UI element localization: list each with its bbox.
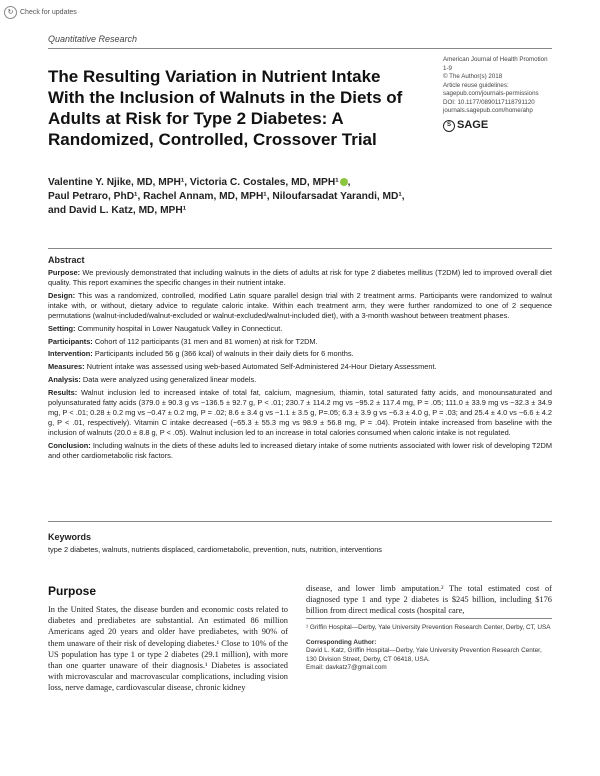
keywords-heading: Keywords	[48, 532, 92, 542]
journal-name: American Journal of Health Promotion	[443, 56, 548, 63]
abstract-setting: Setting: Community hospital in Lower Naugatuck Valley in Connecticut.	[48, 324, 283, 334]
body-text-left: In the United States, the disease burden and economic costs related to diabetes and prediabetes are substantial. An estimated 86 million Americans aged 20 years and older have prediabetes, with 90% of them unaware of their risk of developing diabetes.¹ Close to 10% of the US population has type 1 or type 2 diabetes (29.1 million), with more than one quarter unaware of their diagnosis.¹ Diabetes is associated with microvascular and macrovascular complications, including vision loss, nerve damage, cardiovascular disease, chronic kidney	[48, 605, 288, 693]
body-text-right: disease, and lower limb amputation.² The total estimated cost of diagnosed type 1 and type 2 diabetes is $245 billion, including $176 billion from direct medical costs (hospital care,	[306, 584, 552, 616]
abstract	[48, 248, 552, 522]
page-range: 1-9	[443, 64, 452, 72]
journal-link[interactable]: journals.sagepub.com/home/ahp	[443, 107, 533, 114]
journal-meta	[443, 56, 573, 132]
reuse-label: Article reuse guidelines:	[443, 81, 509, 89]
abstract-heading: Abstract	[48, 255, 85, 265]
abstract-analysis: Analysis: Data were analyzed using generalized linear models.	[48, 374, 257, 384]
affiliation-note: ¹ Griffin Hospital—Derby, Yale University Prevention Research Center, Derby, CT, USA	[306, 624, 551, 631]
author-line-2: Paul Petraro, PhD¹, Rachel Annam, MD, MPH¹, Niloufarsadat Yarandi, MD¹,	[48, 191, 405, 202]
doi-link[interactable]: DOI: 10.1177/0890117118791120	[443, 98, 535, 106]
corresponding-author-heading: Corresponding Author:	[306, 638, 377, 646]
corresponding-author-email[interactable]: Email: davkatz7@gmail.com	[306, 664, 387, 672]
copyright: © The Author(s) 2018	[443, 73, 503, 80]
publisher-logo	[443, 120, 573, 132]
reuse-link[interactable]: sagepub.com/journals-permissions	[443, 90, 539, 97]
abstract-purpose: Purpose: We previously demonstrated that including walnuts in the diets of adults at risk for type 2 diabetes mellitus (T2DM) led to improved overall diet quality. This report examines the specific changes in their nutrient intake.	[48, 268, 552, 288]
abstract-results: Results: Walnut inclusion led to increased intake of total fat, calcium, magnesium, thiamin, total saturated fatty acids, and monounsaturated and polyunsaturated fatty acids (379.0 ± 90.3 g vs −136.5 ± 92.7 g, P < .01; 230.7 ± 114.2 mg vs −95.2 ± 117.4 mg, P = .05; 111.0 ± 33.9 mg vs −32.3 ± 34.9 mg, P < .01; 0.28 ± 0.2 mg vs −0.47 ± 0.2 mg, P = .02; 8.6 ± 3.4 g vs −1.1 ± 3.5 g, P=.05; 6.3 ± 3.9 g vs −6.3 ± 4.0 g, P = .03; and 25.4 ± 4.0 vs −6.6 ± 4.2 g, P < .01, respectively). Vitamin C intake decreased (−65.3 ± 55.3 mg vs 98.9 ± 56.8 mg, P = .04). Protein intake increased from baseline with the inclusion of walnuts (20.0 ± 8.8 g, P < .05). Walnut inclusion led to an increase in total calories consumed when caloric intake is not regulated.	[48, 387, 552, 438]
abstract-conclusion: Conclusion: Including walnuts in the diets of these adults led to increased dietary intake of some nutrients associated with lower risk of developing T2DM and other cardiometabolic risk factors.	[48, 441, 552, 461]
update-badge-label: Check for updates	[20, 8, 77, 16]
footnotes	[306, 618, 552, 673]
check-for-updates-badge[interactable]	[4, 4, 86, 20]
header-divider	[48, 48, 552, 49]
keywords-text: type 2 diabetes, walnuts, nutrients displaced, cardiometabolic, prevention, nuts, nutrition, interventions	[48, 545, 383, 554]
author-line-1: Valentine Y. Njike, MD, MPH¹, Victoria C. Costales, MD, MPH¹ ,	[48, 177, 351, 188]
sage-circle-icon: S	[443, 120, 455, 132]
abstract-measures: Measures: Nutrient intake was assessed using web-based Automated Self-Administered 24-Hour Dietary Assessment.	[48, 362, 437, 372]
corresponding-author-address: David L. Katz, Griffin Hospital—Derby, Yale University Prevention Research Center, 130 Division Street, Derby, CT 06418, USA.	[306, 647, 542, 663]
article-type-label: Quantitative Research	[48, 34, 138, 44]
refresh-icon: ↻	[4, 6, 17, 19]
abstract-design: Design: This was a randomized, controlled, modified Latin square parallel design trial with 2 treatment arms. Participants were randomized to walnut intake with, or without, dietary advice to regulate caloric intake. Within each treatment arm, they were further randomized to one of 2 sequence permutations (walnut-included/walnut-excluded or walnut-excluded/walnut-included diet), with a 3-month washout between treatment phases.	[48, 290, 552, 321]
article-title: The Resulting Variation in Nutrient Intake With the Inclusion of Walnuts in the Diets of Adults at Risk for Type 2 Diabetes: A Randomized, Controlled, Crossover Trial	[48, 67, 403, 149]
author-line-3: and David L. Katz, MD, MPH¹	[48, 205, 187, 216]
purpose-heading: Purpose	[48, 584, 97, 598]
abstract-participants: Participants: Cohort of 112 participants (31 men and 81 women) at risk for T2DM.	[48, 336, 318, 346]
abstract-intervention: Intervention: Participants included 56 g (366 kcal) of walnuts in their daily diets for 6 months.	[48, 349, 354, 359]
author-list	[48, 176, 518, 218]
publisher-name: SAGE	[457, 119, 489, 132]
keywords-section	[48, 532, 552, 555]
orcid-icon[interactable]	[340, 178, 348, 186]
